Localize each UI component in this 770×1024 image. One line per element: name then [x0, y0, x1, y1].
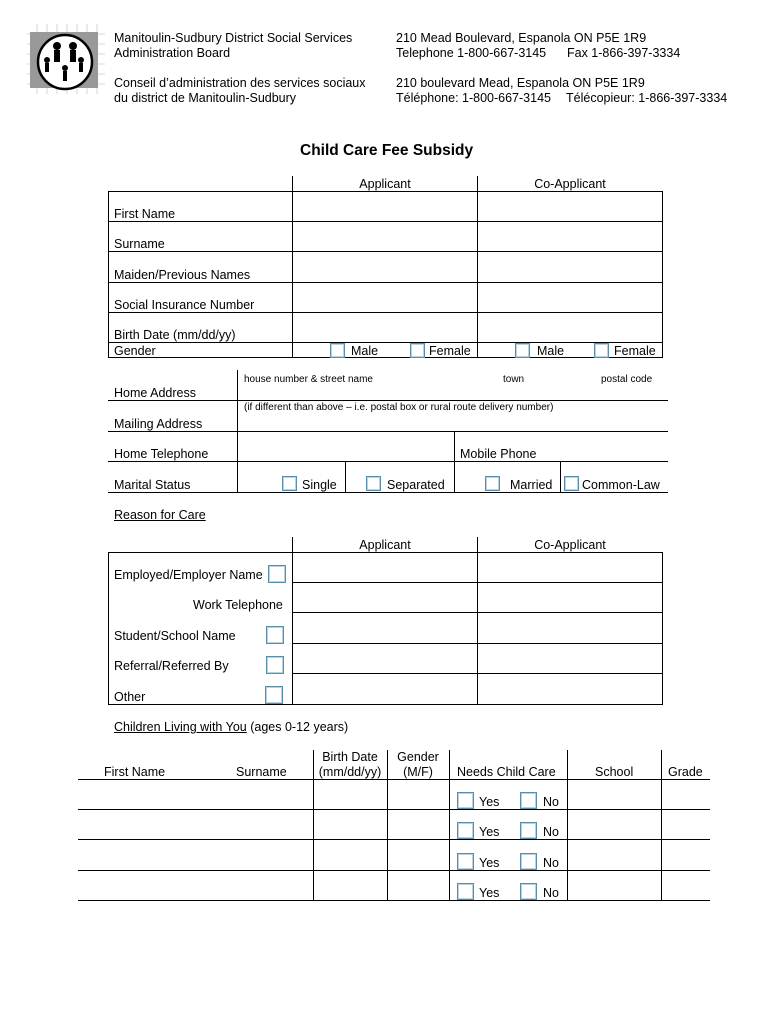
org-name-en-line1: Manitoulin-Sudbury District Social Services [114, 31, 353, 45]
applicant-female-label: Female [429, 344, 471, 358]
table-rule [78, 809, 710, 810]
org-name-en-line2: Administration Board [114, 46, 231, 60]
child-birth-date-header-2: (mm/dd/yy) [318, 765, 382, 779]
child-3-no-checkbox[interactable] [520, 853, 537, 870]
common-law-label: Common-Law [582, 478, 660, 492]
table-rule [108, 492, 668, 493]
org-name-fr-line2: du district de Manitoulin-Sudbury [114, 91, 297, 105]
child-1-yes-checkbox[interactable] [457, 792, 474, 809]
applicant-male-checkbox[interactable] [330, 343, 345, 358]
address-en: 210 Mead Boulevard, Espanola ON P5E 1R9 [396, 31, 647, 45]
reason-for-care-heading: Reason for Care [114, 508, 206, 522]
table-rule [108, 704, 663, 705]
common-law-checkbox[interactable] [564, 476, 579, 491]
family-circle-logo-icon [27, 24, 105, 94]
table-rule [108, 357, 663, 358]
maiden-names-label: Maiden/Previous Names [114, 268, 251, 282]
town-hint: town [503, 374, 525, 385]
table-rule [108, 342, 663, 343]
child-surname-header: Surname [236, 765, 287, 779]
table-border [662, 191, 663, 357]
mailing-address-label: Mailing Address [114, 417, 203, 431]
child-2-yes-label: Yes [479, 825, 500, 839]
table-rule [78, 900, 710, 901]
postal-code-hint: postal code [601, 374, 653, 385]
child-4-yes-label: Yes [479, 886, 500, 900]
work-telephone-label: Work Telephone [193, 598, 283, 612]
child-2-no-label: No [543, 825, 559, 839]
table-rule [108, 312, 663, 313]
coapplicant-female-label: Female [614, 344, 656, 358]
table-border [454, 431, 455, 492]
child-4-no-checkbox[interactable] [520, 883, 537, 900]
phone-fr: Téléphone: 1-800-667-3145 [396, 91, 551, 105]
table-rule [108, 191, 663, 192]
student-label: Student/School Name [114, 629, 236, 643]
child-3-yes-label: Yes [479, 856, 500, 870]
org-name-fr-line1: Conseil d’administration des services sociaux [114, 76, 366, 90]
separated-label: Separated [387, 478, 445, 492]
coapplicant-column-header: Co-Applicant [534, 177, 606, 191]
single-label: Single [302, 478, 337, 492]
child-2-no-checkbox[interactable] [520, 822, 537, 839]
child-first-name-header: First Name [104, 765, 166, 779]
child-gender-header-1: Gender [397, 750, 439, 764]
table-border [560, 461, 561, 492]
table-border [108, 191, 109, 357]
other-label: Other [114, 690, 146, 704]
table-border [387, 750, 388, 900]
table-rule [108, 431, 668, 432]
child-1-no-label: No [543, 795, 559, 809]
child-birth-date-header-1: Birth Date [322, 750, 378, 764]
child-4-no-label: No [543, 886, 559, 900]
home-telephone-label: Home Telephone [114, 447, 209, 461]
children-heading-text: Children Living with You [114, 720, 247, 734]
child-3-no-label: No [543, 856, 559, 870]
first-name-label: First Name [114, 207, 176, 221]
table-rule [78, 839, 710, 840]
children-heading [114, 720, 348, 734]
mobile-phone-label: Mobile Phone [460, 447, 537, 461]
table-border [567, 750, 568, 900]
reason-applicant-header: Applicant [359, 538, 411, 552]
single-checkbox[interactable] [282, 476, 297, 491]
child-4-yes-checkbox[interactable] [457, 883, 474, 900]
other-checkbox[interactable] [265, 686, 283, 704]
table-border [477, 176, 478, 357]
coapplicant-male-label: Male [537, 344, 565, 358]
table-rule [108, 221, 663, 222]
table-rule [108, 552, 663, 553]
school-header: School [595, 765, 634, 779]
referral-checkbox[interactable] [266, 656, 284, 674]
house-number-hint: house number & street name [244, 374, 373, 385]
child-gender-header-2: (M/F) [403, 765, 433, 779]
table-rule [108, 400, 668, 401]
child-2-yes-checkbox[interactable] [457, 822, 474, 839]
table-border [237, 370, 238, 492]
gender-label: Gender [114, 344, 156, 358]
employed-checkbox[interactable] [268, 565, 286, 583]
applicant-female-checkbox[interactable] [410, 343, 425, 358]
table-border [292, 176, 293, 357]
home-address-label: Home Address [114, 386, 196, 400]
grade-header: Grade [668, 765, 703, 779]
form-title: Child Care Fee Subsidy [300, 142, 474, 159]
children-heading-note: (ages 0-12 years) [250, 720, 349, 734]
coapplicant-male-checkbox[interactable] [515, 343, 530, 358]
table-border [292, 537, 293, 704]
married-checkbox[interactable] [485, 476, 500, 491]
marital-status-label: Marital Status [114, 478, 191, 492]
table-border [661, 750, 662, 900]
reason-coapplicant-header: Co-Applicant [534, 538, 606, 552]
needs-child-care-header: Needs Child Care [457, 765, 556, 779]
phone-en: Telephone 1-800-667-3145 [396, 46, 547, 60]
sin-label: Social Insurance Number [114, 298, 255, 312]
address-fr: 210 boulevard Mead, Espanola ON P5E 1R9 [396, 76, 645, 90]
table-border [449, 750, 450, 900]
table-border [345, 461, 346, 492]
table-rule [78, 779, 710, 780]
fax-fr: Télécopieur: 1-866-397-3334 [566, 91, 728, 105]
coapplicant-female-checkbox[interactable] [594, 343, 609, 358]
separated-checkbox[interactable] [366, 476, 381, 491]
table-border [313, 750, 314, 900]
child-1-yes-label: Yes [479, 795, 500, 809]
applicant-column-header: Applicant [359, 177, 411, 191]
applicant-male-label: Male [351, 344, 379, 358]
table-rule [108, 461, 668, 462]
table-border [477, 537, 478, 704]
surname-label: Surname [114, 237, 165, 251]
table-rule [108, 282, 663, 283]
table-border [662, 552, 663, 704]
logo [27, 24, 105, 94]
referral-label: Referral/Referred By [114, 659, 229, 673]
birth-date-label: Birth Date (mm/dd/yy) [114, 328, 236, 342]
table-rule [108, 251, 663, 252]
mailing-address-hint: (if different than above – i.e. postal box or rural route delivery number) [244, 402, 554, 413]
fax-en: Fax 1-866-397-3334 [567, 46, 681, 60]
table-rule [78, 870, 710, 871]
child-1-no-checkbox[interactable] [520, 792, 537, 809]
child-3-yes-checkbox[interactable] [457, 853, 474, 870]
married-label: Married [510, 478, 553, 492]
table-border [108, 552, 109, 704]
student-checkbox[interactable] [266, 626, 284, 644]
employed-label: Employed/Employer Name [114, 568, 263, 582]
